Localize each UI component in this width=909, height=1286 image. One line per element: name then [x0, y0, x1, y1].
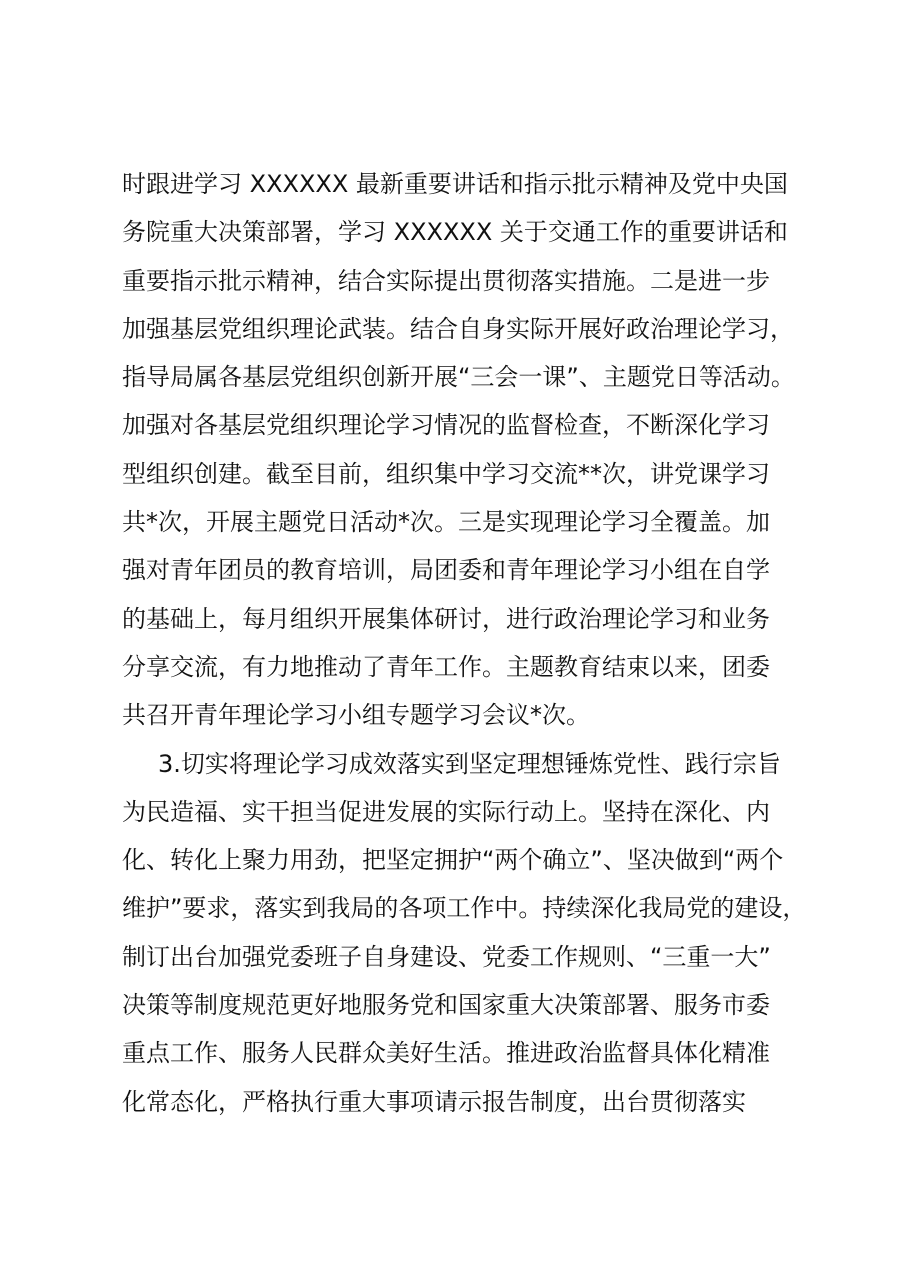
text-line: 共*次，开展主题党日活动*次。三是实现理论学习全覆盖。加 — [122, 508, 770, 537]
text-line: 务院重大决策部署，学习 XXXXXX 关于交通工作的重要讲话和 — [122, 218, 788, 247]
text-line: 决策等制度规范更好地服务党和国家重大决策部署、服务市委 — [122, 991, 770, 1020]
text-line: 的基础上，每月组织开展集体研讨，进行政治理论学习和业务 — [122, 604, 770, 633]
text-line: 指导局属各基层党组织创新开展“三会一课”、主题党日等活动。 — [122, 363, 795, 392]
body-text — [122, 160, 812, 1126]
text-line: 共召开青年理论学习小组专题学习会议*次。 — [122, 701, 590, 730]
text-line: 型组织创建。截至目前，组织集中学习交流**次，讲党课学习 — [122, 459, 770, 488]
text-line: 加强基层党组织理论武装。结合自身实际开展好政治理论学习， — [122, 314, 794, 343]
text-line: 重点工作、服务人民群众美好生活。推进政治监督具体化精准 — [122, 1039, 770, 1068]
text-line: 维护”要求，落实到我局的各项工作中。持续深化我局党的建设， — [122, 894, 807, 923]
text-line: 化常态化，严格执行重大事项请示报告制度，出台贯彻落实 — [122, 1087, 746, 1116]
text-line: 制订出台加强党委班子自身建设、党委工作规则、“三重一大” — [122, 942, 771, 971]
text-line: 为民造福、实干担当促进发展的实际行动上。坚持在深化、内 — [122, 797, 770, 826]
text-line: 化、转化上聚力用劲，把坚定拥护“两个确立”、坚决做到“两个 — [122, 846, 784, 875]
text-line: 加强对各基层党组织理论学习情况的监督检查，不断深化学习 — [122, 411, 770, 440]
text-line: 强对青年团员的教育培训，局团委和青年理论学习小组在自学 — [122, 556, 770, 585]
text-line: 重要指示批示精神，结合实际提出贯彻落实措施。二是进一步 — [122, 266, 770, 295]
text-line: 时跟进学习 XXXXXX 最新重要讲话和指示批示精神及党中央国 — [122, 170, 788, 198]
text-line: 分享交流，有力地推动了青年工作。主题教育结束以来，团委 — [122, 652, 770, 681]
paragraph-start-line: 3.切实将理论学习成效落实到坚定理想锤炼党性、践行宗旨 — [158, 749, 781, 778]
